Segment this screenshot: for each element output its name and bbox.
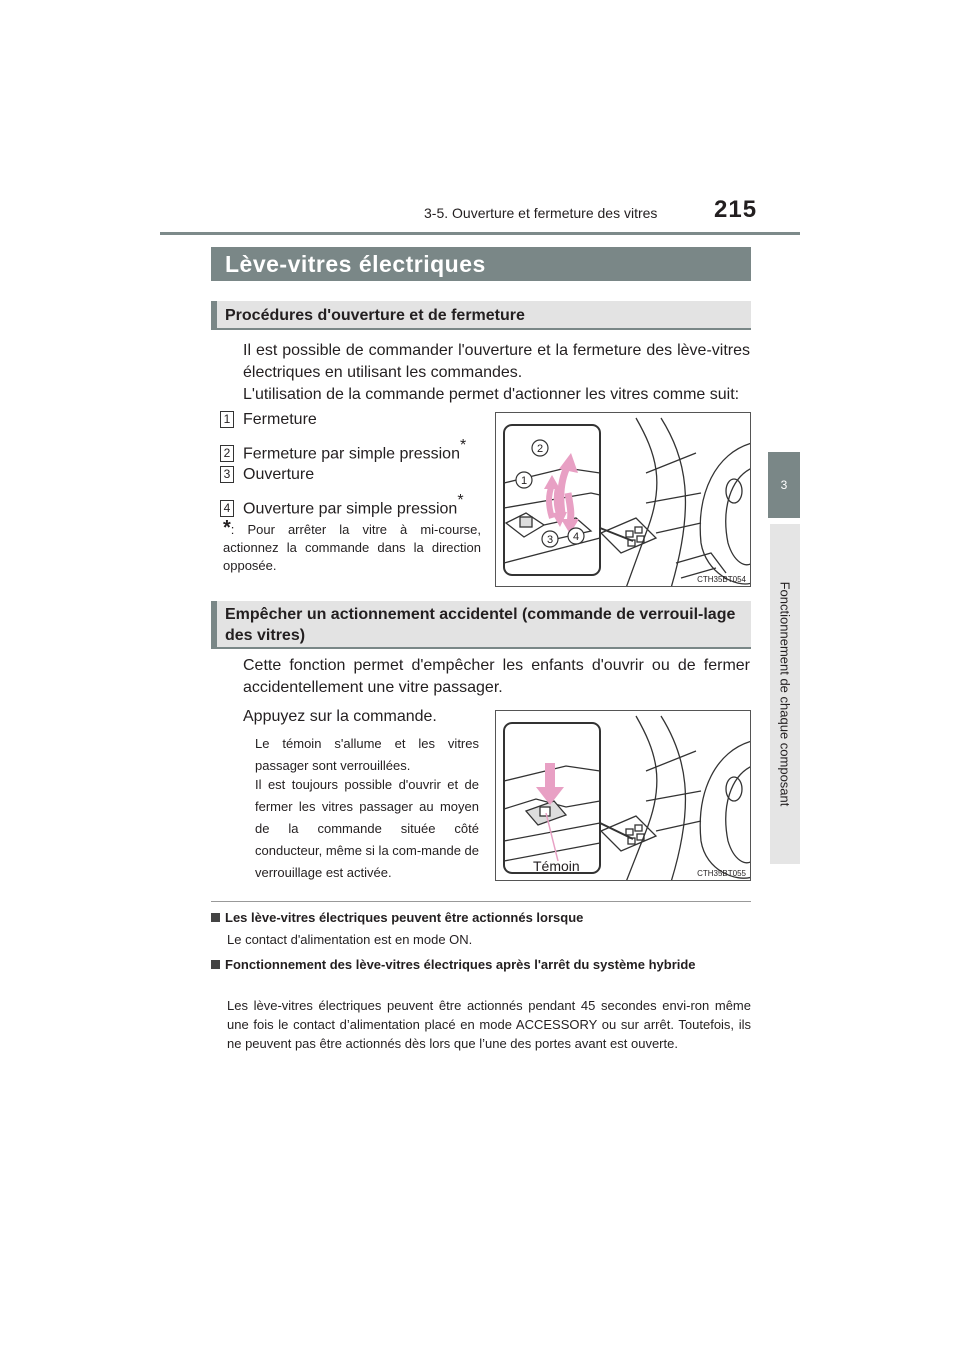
callout-label: 4 [572, 531, 580, 543]
intro-paragraph-2: L'utilisation de la commande permet d'actionner les vitres comme suit: [243, 386, 740, 403]
figure-code: CTH35BT054 [697, 575, 746, 584]
list-item-label: Fermeture [243, 411, 317, 428]
figure-code: CTH35BT055 [697, 869, 746, 878]
asterisk-mark: * [457, 492, 464, 509]
note-body: Le contact d'alimentation est en mode ON. [227, 932, 473, 947]
chapter-tab: 3 [768, 452, 800, 518]
list-item-label: Ouverture par simple pression [243, 500, 458, 518]
number-box: 2 [220, 445, 234, 462]
figure-window-switch [495, 412, 751, 587]
header-divider [160, 232, 800, 235]
note-heading-text: Fonctionnement des lève-vitres électriques après l'arrêt du système hybride [225, 957, 696, 972]
indicator-label: Témoin [533, 858, 580, 874]
note-heading [211, 908, 751, 927]
window-switch-illustration [496, 413, 751, 587]
footnote [223, 519, 481, 575]
note-body: Les lève-vitres électriques peuvent être actionnés pendant 45 secondes envi-ron même une fois le contact d’alimentation placé en mode ACCESSORY ou sur arrêt. Toutefois, ils ne peuvent pas être actionnés dès lors que l’une des portes avant est ouverte. [227, 998, 751, 1051]
list-item-label: Ouverture [243, 466, 315, 483]
section-heading-window-lock: Empêcher un actionnement accidentel (commande de verrouil-lage des vitres) [211, 601, 751, 649]
section-divider [211, 901, 751, 902]
number-box: 4 [220, 500, 234, 517]
note-heading [211, 955, 751, 974]
list-item [220, 492, 464, 518]
note-heading-text: Les lève-vitres électriques peuvent être actionnés lorsque [225, 910, 584, 925]
header-section-title: 3-5. Ouverture et fermeture des vitres [424, 205, 658, 221]
callout-label: 1 [520, 475, 528, 487]
square-bullet-icon [211, 913, 220, 922]
footnote-text: : Pour arrêter la vitre à mi-course, actionnez la commande dans la direction opposée. [223, 522, 481, 573]
chapter-side-text: Fonctionnement de chaque composant [777, 581, 793, 807]
callout-label: 2 [536, 443, 544, 455]
intro-paragraph: Il est possible de commander l'ouverture et la fermeture des lève-vitres électriques en utilisant les commandes. [243, 342, 750, 381]
list-item [220, 464, 314, 486]
number-box: 1 [220, 411, 234, 428]
section-heading-open-close: Procédures d'ouverture et de fermeture [211, 301, 751, 330]
callout-label: 3 [546, 534, 554, 546]
page-title: Lève-vitres électriques [211, 247, 751, 281]
square-bullet-icon [211, 960, 220, 969]
lock-note-1: Le témoin s'allume et les vitres passager sont verrouillées. [255, 736, 479, 773]
footnote-mark: * [223, 517, 231, 539]
lock-note-2: Il est toujours possible d'ouvrir et de fermer les vitres passager au moyen de la commande située côté conducteur, même si la com-mande de verrouillage est activée. [255, 777, 479, 880]
lock-intro-paragraph: Cette fonction permet d'empêcher les enfants d'ouvrir ou de fermer accidentellement une vitre passager. [243, 657, 750, 696]
number-box: 3 [220, 466, 234, 483]
window-lock-illustration [496, 711, 751, 881]
figure-window-lock [495, 710, 751, 881]
lock-step: Appuyez sur la commande. [243, 708, 437, 725]
list-item [220, 437, 467, 463]
page-number: 215 [714, 196, 758, 223]
list-item-label: Fermeture par simple pression [243, 445, 460, 463]
asterisk-mark: * [459, 437, 467, 454]
list-item [220, 409, 317, 431]
